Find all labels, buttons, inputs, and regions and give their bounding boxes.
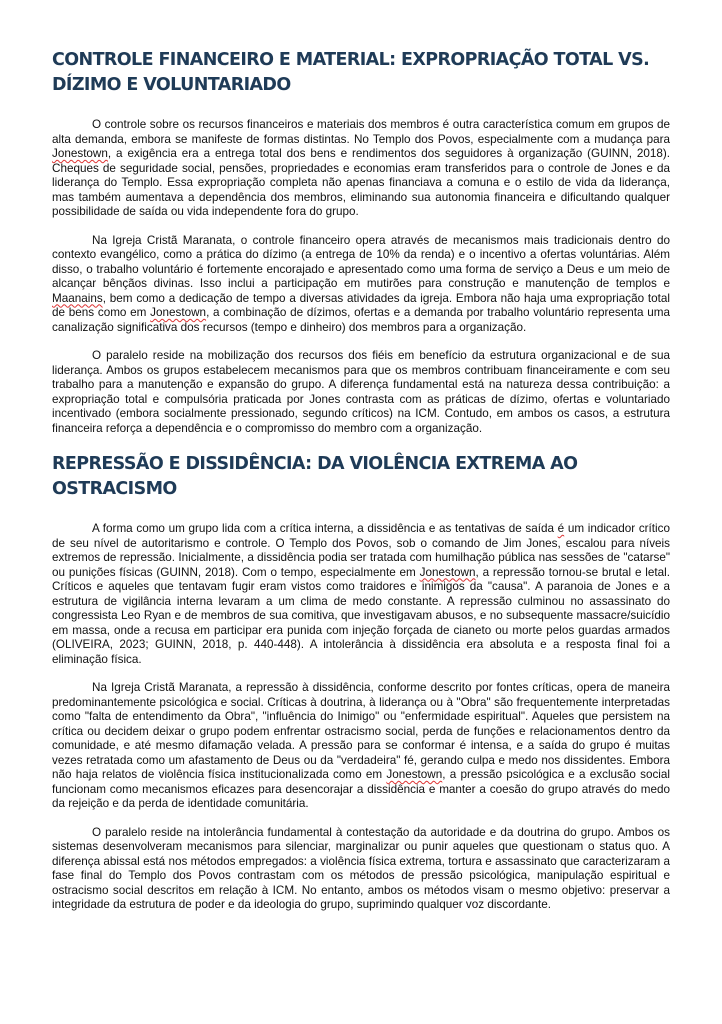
paragraph-text: , a repressão tornou-se brutal e letal. Críticos e aqueles que tentavam fugir eram vistos como traidores e inimigos da "causa". A paranoia de Jones e a estrutura de vigilância interna levaram a um clima de medo constante. A repressão culminou no assassinato do congressista Leo Ryan e de membros de sua comitiva, que investigavam abusos, e no subsequente massacre/suicídio em massa, onde a recusa em participar era punida com injeção forçada de cianeto ou morte pelos guardas armados (OLIVEIRA, 2023; GUINN, 2018, p. 440-448). A intolerância à dissidência era absoluta e a resposta final foi a eliminação física. bbox=[52, 565, 670, 666]
paragraph bbox=[52, 118, 670, 220]
section-title-financial-control: CONTROLE FINANCEIRO E MATERIAL: EXPROPRIAÇÃO TOTAL VS. DÍZIMO E VOLUNTARIADO bbox=[52, 50, 650, 95]
spellcheck-marked-word: Maanains bbox=[52, 291, 103, 305]
paragraph-text: Na Igreja Cristã Maranata, a repressão à dissidência, conforme descrito por fontes críticas, opera de maneira predominantemente psicológica e social. Críticas à doutrina, à liderança ou à "Obra" são frequentemente interpretadas como "falta de entendimento da Obra", "influência do Inimigo" ou "enfermidade espiritual". Aqueles que persistem na crítica ou decidem deixar o grupo podem enfrentar ostracismo social, perda de funções e relacionamentos dentro da comunidade, e até mesmo difamação velada. A pressão para se conformar é intensa, e a saída do grupo é muitas vezes retratada como um afastamento de Deus ou da "verdadeira" fé, gerando culpa e medo nos dissidentes. Embora não haja relatos de violência física institucionalizada como em bbox=[52, 681, 670, 781]
spellcheck-marked-word: Jonestown bbox=[386, 768, 443, 781]
spellcheck-marked-word: Jonestown bbox=[419, 565, 476, 579]
paragraph-text: um indicador crítico de seu nível de autoritarismo e controle. O Templo dos Povos, sob o comando de Jim Jones, escalou para níveis extremos de repressão. Inicialmente, a dissidência podia ser tratada com humilhação pública nas sessões de "catarse" ou punições físicas (GUINN, 2018). Com o tempo, especialmente em bbox=[52, 522, 670, 579]
paragraph-text: O paralelo reside na intolerância fundamental à contestação da autoridade e da doutrina do grupo. Ambos os sistemas desenvolveram mecanismos para silenciar, marginalizar ou punir aqueles que questionam o status quo. A diferença abissal está nos métodos empregados: a violência física extrema, tortura e assassinato que caracterizaram a fase final do Templo dos Povos contrastam com os métodos de pressão psicológica, manipulação espiritual e ostracismo social descritos em relação à ICM. No entanto, ambos os métodos visam o mesmo objetivo: preservar a integridade da estrutura de poder e da ideologia do grupo, suprimindo qualquer voz discordante. bbox=[52, 825, 670, 911]
paragraph bbox=[52, 234, 670, 336]
section-body-repression-dissent bbox=[52, 522, 670, 913]
paragraph-text: , a combinação de dízimos, ofertas e a demanda por trabalho voluntário representa uma canalização significativa dos recursos (tempo e dinheiro) dos membros para a organização. bbox=[52, 306, 670, 334]
paragraph bbox=[52, 349, 670, 436]
paragraph bbox=[52, 522, 670, 667]
spellcheck-marked-word: Jonestown bbox=[52, 147, 108, 160]
spellcheck-marked-word: Jonestown bbox=[150, 306, 207, 319]
section-body-financial-control bbox=[52, 118, 670, 436]
paragraph-text: O controle sobre os recursos financeiros e materiais dos membros é outra característica comum em grupos de alta demanda, embora se manifeste de formas distintas. No Templo dos Povos, especialmente com a mudança para bbox=[52, 118, 670, 146]
paragraph-text: O paralelo reside na mobilização dos recursos dos fiéis em benefício da estrutura organizacional e de sua liderança. Ambos os grupos estabelecem mecanismos para que os membros contribuam financeiramente e com seu trabalho para a manutenção e expansão do grupo. A diferença fundamental está na natureza dessa contribuição: a expropriação total e compulsória praticada por Jones contrasta com as práticas de dízimo, ofertas e voluntariado incentivado (embora socialmente pressionado, segundo críticos) na ICM. Contudo, em ambos os casos, a estrutura financeira reforça a dependência e o compromisso do membro com a organização. bbox=[52, 349, 670, 435]
paragraph-text: A forma como um grupo lida com a crítica interna, a dissidência e as tentativas de saída bbox=[92, 522, 558, 535]
paragraph-text: Na Igreja Cristã Maranata, o controle financeiro opera através de mecanismos mais tradicionais dentro do contexto evangélico, como a prática do dízimo (a entrega de 10% da renda) e o incentivo a ofertas voluntárias. Além disso, o trabalho voluntário é fortemente encorajado e apresentado como uma forma de serviço a Deus e um meio de alcançar bênçãos divinas. Isso inclui a participação em mutirões para construção e manutenção de templos e bbox=[52, 233, 670, 290]
paragraph bbox=[52, 681, 670, 812]
paragraph-text: , a exigência era a entrega total dos bens e rendimentos dos seguidores à organização (GUINN, 2018). Cheques de seguridade social, pensões, propriedades e economias eram transferidos para o controle de Jones e da liderança do Templo. Essa expropriação completa não apenas financiava a comuna e o estilo de vida da liderança, mas também aumentava a dependência dos membros, eliminando sua autonomia financeira e dificultando qualquer possibilidade de saída ou vida independente fora do grupo. bbox=[52, 147, 670, 218]
paragraph-text: , a pressão psicológica e a exclusão social funcionam como mecanismos eficazes para desencorajar a dissidência e manter a coesão do grupo através do medo da rejeição e da perda de identidade comunitária. bbox=[52, 768, 671, 810]
paragraph-text: , bem como a dedicação de tempo a diversas atividades da igreja. Embora não haja uma expropriação total de bens como em bbox=[52, 291, 670, 319]
paragraph bbox=[52, 826, 670, 913]
spellcheck-marked-word: é bbox=[557, 522, 565, 535]
section-title-repression-dissent: REPRESSÃO E DISSIDÊNCIA: DA VIOLÊNCIA EXTREMA AO OSTRACISMO bbox=[52, 454, 578, 499]
